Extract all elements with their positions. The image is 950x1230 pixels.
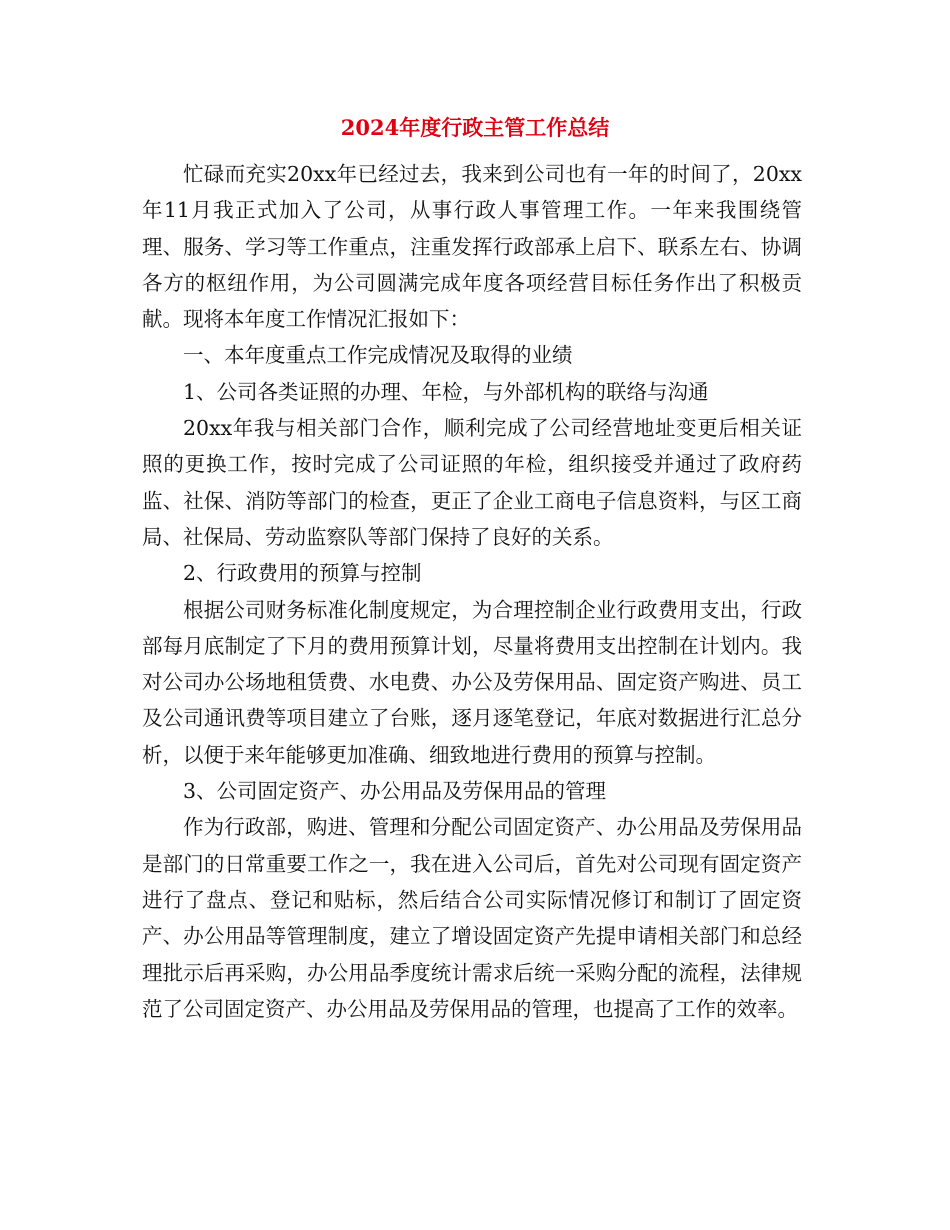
subheading-licenses: 1、公司各类证照的办理、年检，与外部机构的联络与沟通 (183, 379, 709, 404)
document-title: 2024年度行政主管工作总结 (340, 115, 610, 140)
section-heading-achievements: 一、本年度重点工作完成情况及取得的业绩 (183, 343, 573, 368)
document-body (142, 156, 802, 1027)
licenses-paragraph: 20xx年我与相关部门合作，顺利完成了公司经营地址变更后相关证照的更换工作，按时完成了公司证照的年检，组织接受并通过了政府药监、社保、消防等部门的检查，更正了企业工商电子信息资料，与区工商局、社保局、劳动监察队等部门保持了良好的关系。 (142, 416, 802, 549)
subheading-budget: 2、行政费用的预算与控制 (183, 561, 422, 586)
budget-paragraph: 根据公司财务标准化制度规定，为合理控制企业行政费用支出，行政部每月底制定了下月的费用预算计划，尽量将费用支出控制在计划内。我对公司办公场地租赁费、水电费、办公及劳保用品、固定资产购进、员工及公司通讯费等项目建立了台账，逐月逐笔登记，年底对数据进行汇总分析，以便于来年能够更加准确、细致地进行费用的预算与控制。 (142, 597, 802, 767)
intro-paragraph: 忙碌而充实20xx年已经过去，我来到公司也有一年的时间了，20xx年11月我正式加入了公司，从事行政人事管理工作。一年来我围绕管理、服务、学习等工作重点，注重发挥行政部承上启下、联系左右、协调各方的枢纽作用，为公司圆满完成年度各项经营目标任务作出了积极贡献。现将本年度工作情况汇报如下： (142, 162, 802, 332)
subheading-assets: 3、公司固定资产、办公用品及劳保用品的管理 (183, 779, 607, 804)
assets-paragraph: 作为行政部，购进、管理和分配公司固定资产、办公用品及劳保用品是部门的日常重要工作之一，我在进入公司后，首先对公司现有固定资产进行了盘点、登记和贴标，然后结合公司实际情况修订和制订了固定资产、办公用品等管理制度，建立了增设固定资产先提申请相关部门和总经理批示后再采购，办公用品季度统计需求后统一采购分配的流程，法律规范了公司固定资产、办公用品及劳保用品的管理，也提高了工作的效率。 (142, 815, 802, 1021)
